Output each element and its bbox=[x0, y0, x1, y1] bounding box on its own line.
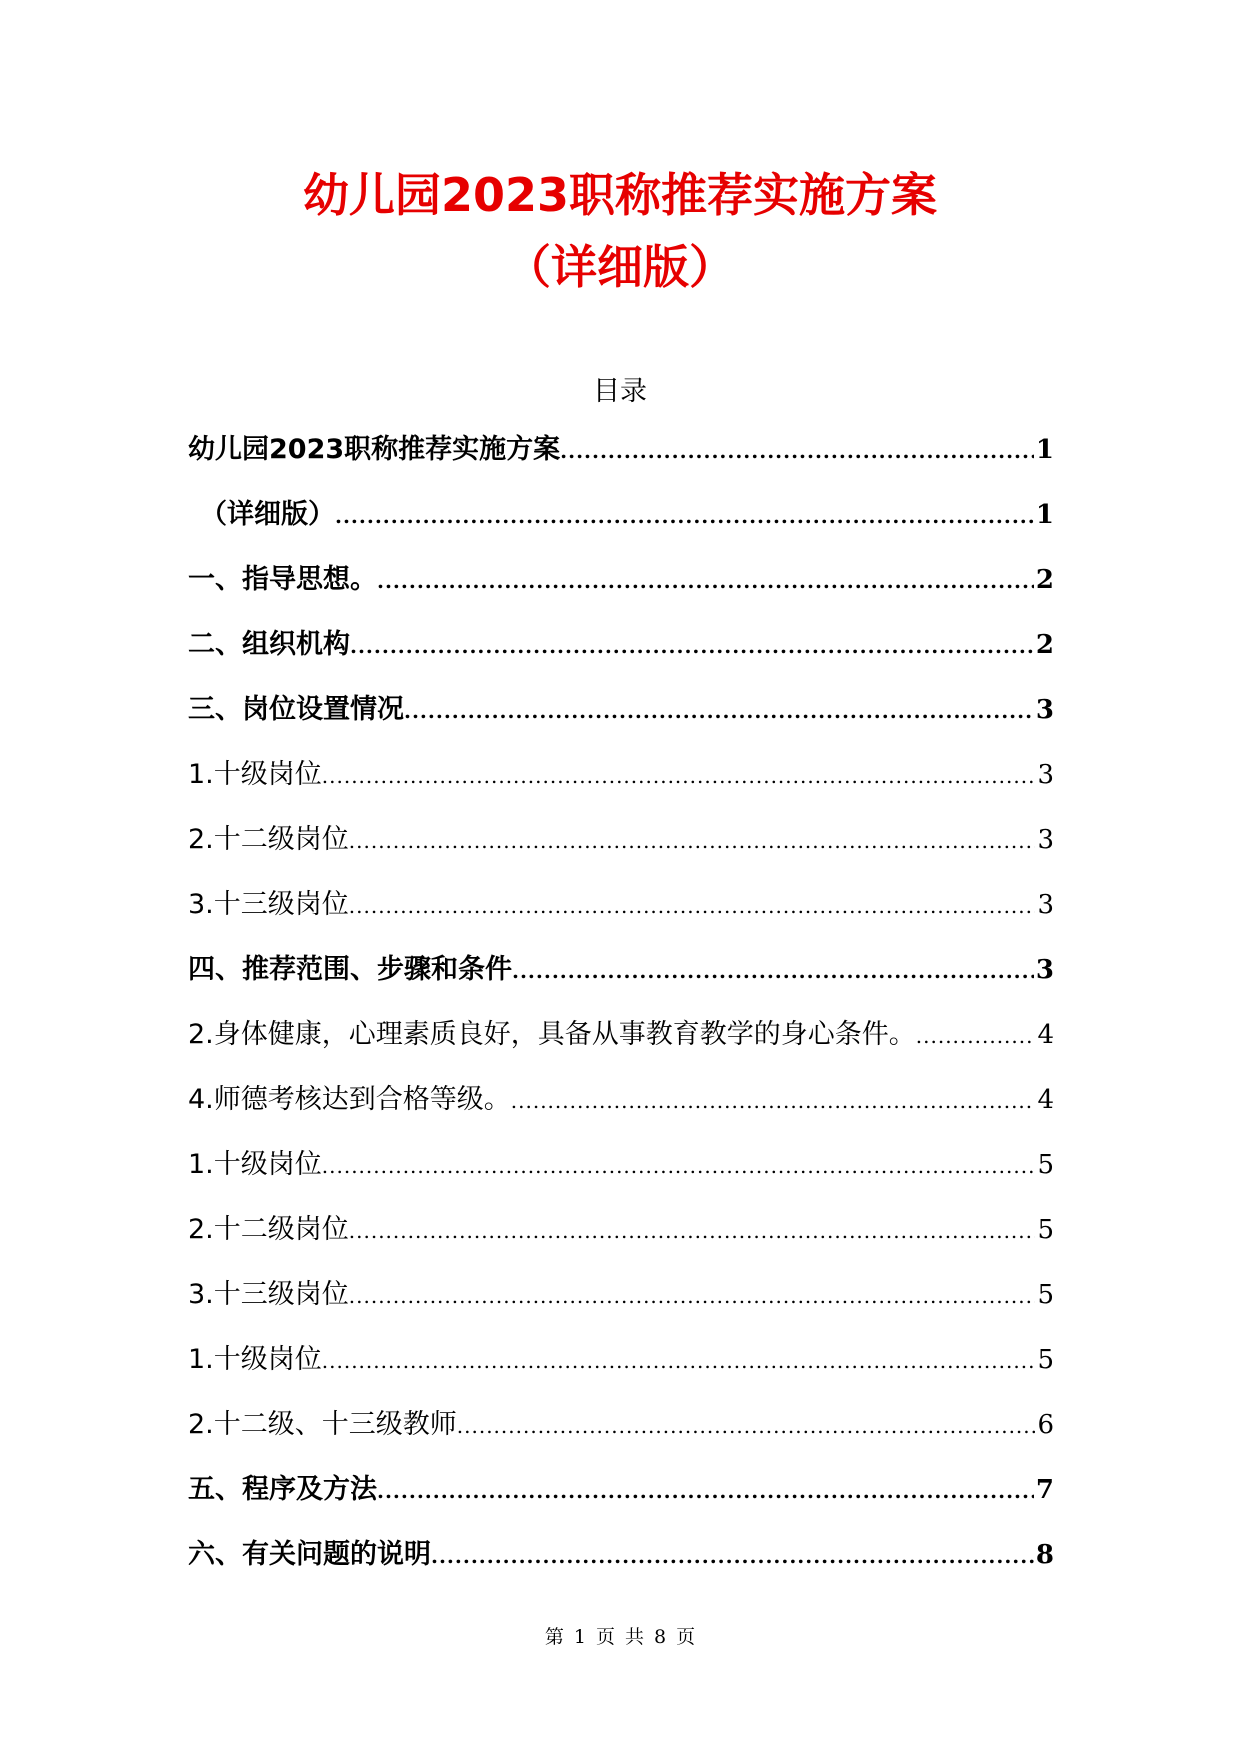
toc-dot-leader bbox=[349, 1286, 1036, 1306]
toc-dot-leader bbox=[457, 1416, 1036, 1436]
document-subtitle: （详细版） bbox=[505, 240, 735, 294]
toc-dot-leader bbox=[512, 961, 1034, 981]
toc-page-number: 1 bbox=[1035, 500, 1054, 530]
toc-dot-leader bbox=[322, 1156, 1036, 1176]
toc-page-number: 2 bbox=[1035, 565, 1054, 595]
toc-dot-leader bbox=[349, 1221, 1036, 1241]
toc-page-number: 3 bbox=[1035, 695, 1054, 725]
toc-entry-text: 五、程序及方法 bbox=[188, 1474, 377, 1505]
toc-entry-text: 一、指导思想。 bbox=[188, 564, 377, 595]
toc-page-number: 4 bbox=[1037, 1085, 1054, 1115]
toc-page-number: 2 bbox=[1035, 630, 1054, 660]
toc-dot-leader bbox=[431, 1546, 1034, 1566]
toc-entry-text: （详细版） bbox=[200, 499, 335, 530]
toc-entry[interactable] bbox=[188, 1411, 1054, 1476]
toc-page-number: 3 bbox=[1035, 955, 1054, 985]
toc-entry-text: 3.十三级岗位 bbox=[188, 1279, 349, 1310]
toc-entry[interactable] bbox=[188, 696, 1054, 761]
toc-entry[interactable] bbox=[188, 761, 1054, 826]
toc-entry-text: 幼儿园2023职称推荐实施方案 bbox=[188, 434, 561, 465]
toc-page-number: 5 bbox=[1037, 1150, 1054, 1180]
toc-dot-leader bbox=[511, 1091, 1036, 1111]
toc-dot-leader bbox=[404, 701, 1034, 721]
toc-entry[interactable] bbox=[188, 1346, 1054, 1411]
toc-entry-text: 1.十级岗位 bbox=[188, 1149, 322, 1180]
toc-entry-text: 4.师德考核达到合格等级。 bbox=[188, 1084, 511, 1115]
toc-entry-text: 2.身体健康，心理素质良好，具备从事教育教学的身心条件。 bbox=[188, 1019, 916, 1050]
toc-entry[interactable] bbox=[188, 1151, 1054, 1216]
toc-entry[interactable] bbox=[188, 1281, 1054, 1346]
table-of-contents bbox=[188, 436, 1054, 1606]
toc-entry-text: 2.十二级岗位 bbox=[188, 1214, 349, 1245]
toc-entry[interactable] bbox=[188, 1216, 1054, 1281]
document-title: 幼儿园2023职称推荐实施方案 bbox=[302, 168, 938, 222]
toc-page-number: 5 bbox=[1037, 1215, 1054, 1245]
toc-dot-leader bbox=[335, 506, 1034, 526]
toc-page-number: 3 bbox=[1037, 825, 1054, 855]
page-footer: 第 1 页 共 8 页 bbox=[544, 1626, 696, 1648]
toc-entry-text: 2.十二级岗位 bbox=[188, 824, 349, 855]
toc-page-number: 1 bbox=[1035, 435, 1054, 465]
toc-entry-text: 1.十级岗位 bbox=[188, 1344, 322, 1375]
toc-page-number: 3 bbox=[1037, 760, 1054, 790]
toc-dot-leader bbox=[560, 441, 1034, 461]
toc-entry[interactable] bbox=[188, 1021, 1054, 1086]
toc-entry[interactable] bbox=[188, 631, 1054, 696]
toc-heading: 目录 bbox=[593, 376, 647, 407]
toc-dot-leader bbox=[377, 1481, 1034, 1501]
toc-page-number: 3 bbox=[1037, 890, 1054, 920]
toc-dot-leader bbox=[350, 636, 1034, 656]
toc-entry[interactable] bbox=[188, 566, 1054, 631]
toc-page-number: 5 bbox=[1037, 1345, 1054, 1375]
toc-entry[interactable] bbox=[188, 891, 1054, 956]
toc-page-number: 7 bbox=[1035, 1475, 1054, 1505]
toc-entry[interactable] bbox=[188, 826, 1054, 891]
toc-dot-leader bbox=[916, 1026, 1036, 1046]
toc-entry[interactable] bbox=[188, 1541, 1054, 1606]
toc-dot-leader bbox=[377, 571, 1034, 591]
toc-dot-leader bbox=[349, 896, 1036, 916]
toc-entry[interactable] bbox=[188, 1086, 1054, 1151]
toc-entry-text: 三、岗位设置情况 bbox=[188, 694, 404, 725]
toc-page-number: 8 bbox=[1035, 1540, 1054, 1570]
toc-entry-text: 六、有关问题的说明 bbox=[188, 1539, 431, 1570]
toc-dot-leader bbox=[349, 831, 1036, 851]
toc-page-number: 6 bbox=[1037, 1410, 1054, 1440]
toc-page-number: 4 bbox=[1037, 1020, 1054, 1050]
toc-entry[interactable] bbox=[188, 501, 1054, 566]
toc-entry[interactable] bbox=[188, 436, 1054, 501]
toc-dot-leader bbox=[322, 1351, 1036, 1371]
toc-entry-text: 四、推荐范围、步骤和条件 bbox=[188, 954, 512, 985]
toc-dot-leader bbox=[322, 766, 1036, 786]
toc-entry[interactable] bbox=[188, 1476, 1054, 1541]
toc-page-number: 5 bbox=[1037, 1280, 1054, 1310]
toc-entry-text: 2.十二级、十三级教师 bbox=[188, 1409, 457, 1440]
toc-entry[interactable] bbox=[188, 956, 1054, 1021]
toc-entry-text: 二、组织机构 bbox=[188, 629, 350, 660]
toc-entry-text: 1.十级岗位 bbox=[188, 759, 322, 790]
toc-entry-text: 3.十三级岗位 bbox=[188, 889, 349, 920]
